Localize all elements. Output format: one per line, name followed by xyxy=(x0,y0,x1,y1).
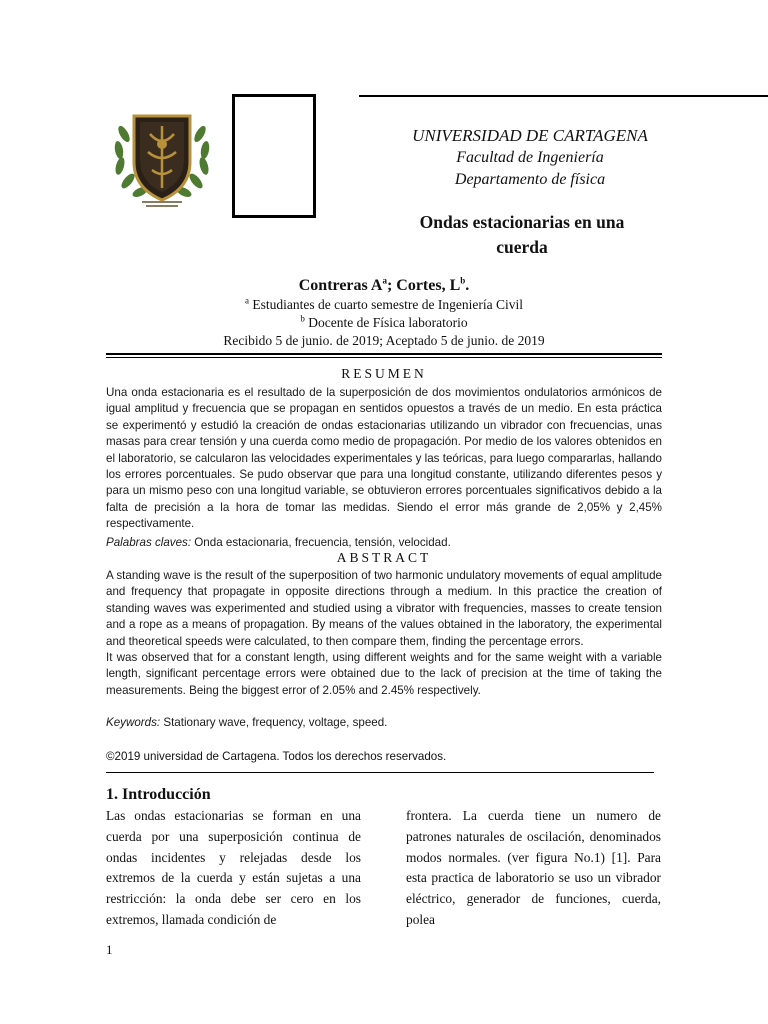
section-rule-thin xyxy=(106,357,662,358)
introduction-right-column: frontera. La cuerda tiene un numero de patrones naturales de oscilación, denominados modos normales. (ver figura No.1) [1]. Para esta practica de laboratorio se uso un vibrador eléctrico, generador de funciones, cuerda, polea xyxy=(406,808,661,927)
university-seal-logo xyxy=(110,104,214,212)
affiliation-a-text: Estudiantes de cuarto semestre de Ingeniería Civil xyxy=(248,297,524,312)
author-line-end: . xyxy=(465,277,470,294)
affiliation-b-text: Docente de Física laboratorio xyxy=(304,315,468,330)
author-a-name: Contreras A xyxy=(298,277,383,294)
section-rule-thick xyxy=(106,353,662,355)
affiliation-b-mark: b xyxy=(300,313,305,324)
author-line xyxy=(200,277,568,295)
author-b-mark: b xyxy=(460,275,466,286)
author-a-mark: a xyxy=(382,275,387,286)
abstract-keywords xyxy=(106,715,662,731)
affiliation-b xyxy=(170,315,598,331)
university-name: UNIVERSIDAD DE CARTAGENA xyxy=(412,126,648,145)
abstract-keywords-text: Stationary wave, frequency, voltage, speed. xyxy=(160,716,388,729)
introduction-heading: 1. Introducción xyxy=(106,786,211,803)
copyright-rule xyxy=(106,772,654,773)
abstract-paragraph-2: It was observed that for a constant length, using different weights and for the same weight with a variable length, significant percentage errors were obtained due to the lack of precision at the time of taking the measurements. Being the biggest error of 2.05% and 2.45% respectively. xyxy=(106,651,662,697)
resumen-keywords-text: Onda estacionaria, frecuencia, tensión, velocidad. xyxy=(191,536,451,549)
abstract-body xyxy=(106,568,662,699)
introduction-left-column: Las ondas estacionarias se forman en una cuerda por una superposición continua de ondas incidentes y relejadas desde los extremos de la cuerda y están sujetas a una restricción: la onda debe ser cero en los extremos, llamada condición de xyxy=(106,808,361,927)
abstract-paragraph-1: A standing wave is the result of the superposition of two harmonic undulatory movements of equal amplitude and frequency that propagate in opposite directions through a medium. In this practice the creation of standing waves was experimented and studied using a vibrator with frequencies, masses to create tension and a rope as a means of propagation. By means of the values obtained in the laboratory, the experimental and theoretical speeds were calculated, to then compare them, finding the percentage errors. xyxy=(106,569,662,648)
department-name: Departamento de física xyxy=(454,171,606,188)
resumen-body: Una onda estacionaria es el resultado de la superposición de dos movimientos ondulatorios armónicos de igual amplitud y frecuencia que se propagan en sentidos opuestos a través de un medio. En esta práctica se experimentó y estudió la creación de ondas estacionarias utilizando un vibrador con frecuencias, unas masas para crear tensión y una cuerda como medio de propagación. Por medio de los valores obtenidos en el laboratorio, se calcularon las velocidades experimentales y las teóricas, para luego compararlas, hallando los errores porcentuales. Se pudo observar que para una longitud constante, utilizando diferentes pesos y para un mismo peso con una longitud variable, se obtuvieron errores porcentuales significativos debido a la falta de precisión a la hora de tomar las medidas. Siendo el error más grande de 2,05% y 2,45% respectivamente. xyxy=(106,386,662,531)
paper-title: Ondas estacionarias en una cuerda xyxy=(419,212,625,257)
affiliation-a xyxy=(170,297,598,313)
resumen-keywords-label: Palabras claves: xyxy=(106,536,192,549)
page-number: 1 xyxy=(106,942,113,957)
photo-placeholder-box xyxy=(232,94,316,218)
author-separator: ; xyxy=(386,277,397,294)
abstract-heading: ABSTRACT xyxy=(336,550,432,565)
faculty-name: Facultad de Ingeniería xyxy=(456,149,604,166)
affiliation-a-mark: a xyxy=(244,295,249,306)
received-accepted-dates: Recibido 5 de junio. de 2019; Aceptado 5 de junio. de 2019 xyxy=(223,333,545,348)
resumen-keywords xyxy=(106,535,662,551)
copyright-notice: ©2019 universidad de Cartagena. Todos los derechos reservados. xyxy=(106,750,447,763)
header-rule xyxy=(359,95,768,97)
author-b-name: Cortes, L xyxy=(396,277,461,294)
abstract-keywords-label: Keywords: xyxy=(106,716,161,729)
resumen-heading: RESUMEN xyxy=(341,366,427,381)
